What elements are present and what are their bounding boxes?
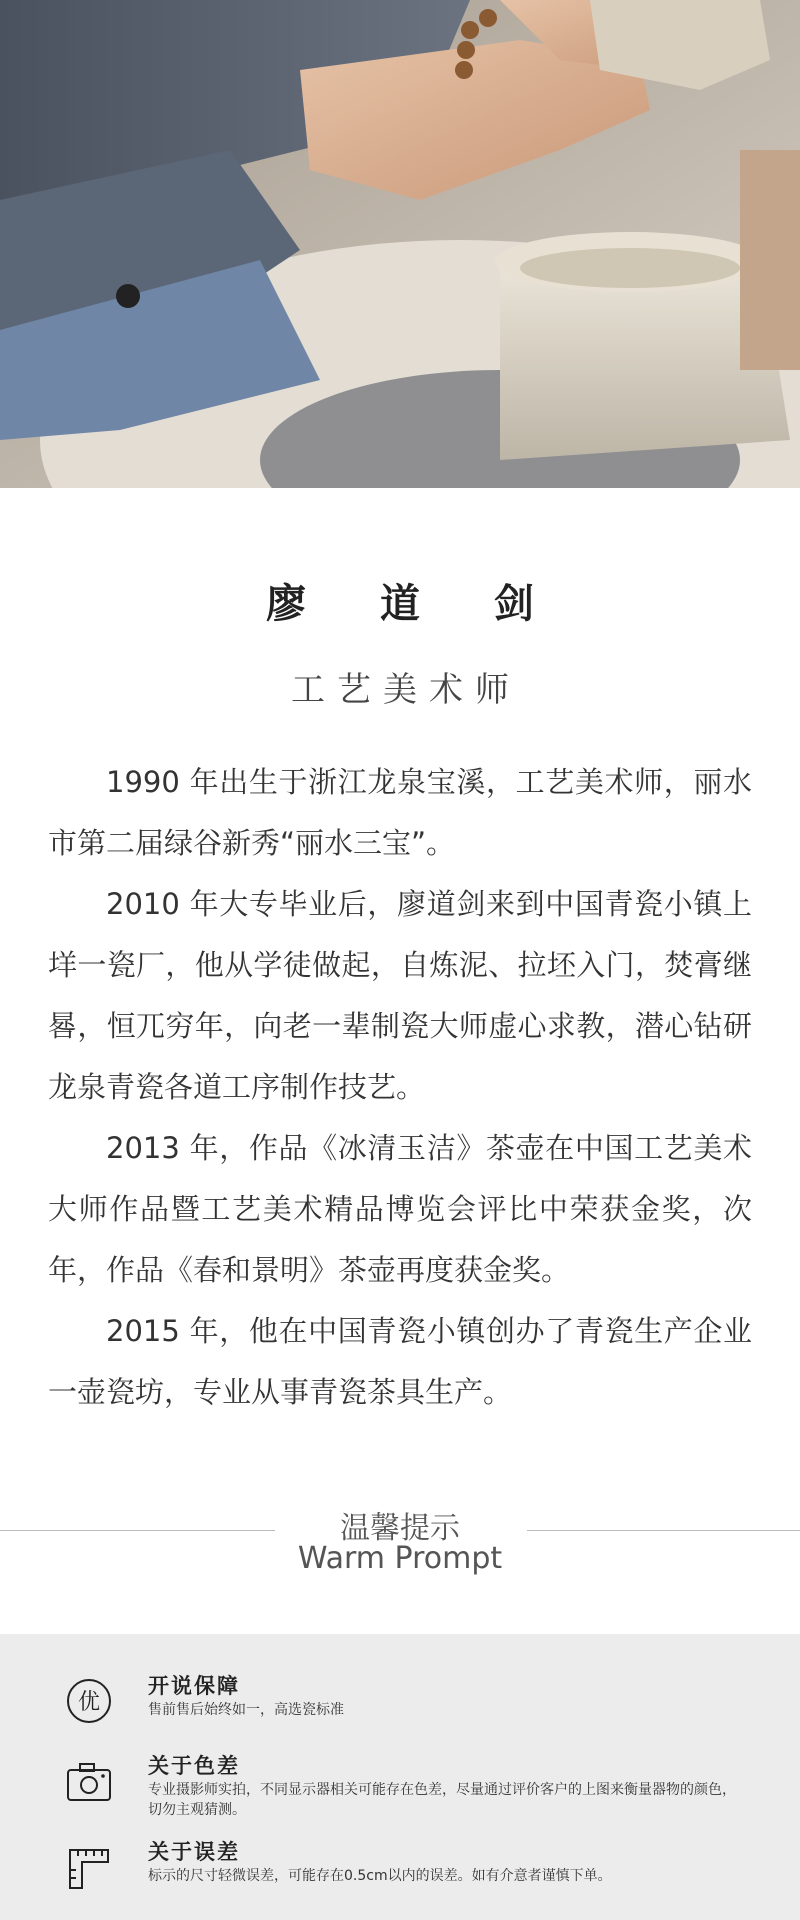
warm-prompt-heading-cn: 温馨提示 xyxy=(340,1511,460,1546)
notice-text: 专业摄影师实拍，不同显示器相关可能存在色差，尽量通过评价客户的上图来衡量器物的颜色，切勿主观猜测。 xyxy=(148,1782,736,1818)
warm-prompt-heading-en: Warm Prompt xyxy=(297,1541,503,1576)
artist-name: 廖 道 剑 xyxy=(266,581,564,627)
camera-icon xyxy=(64,1758,114,1808)
artist-title: 工艺美术师 xyxy=(291,670,521,710)
quality-badge-icon xyxy=(64,1676,114,1726)
notice-text: 标示的尺寸轻微误差，可能存在0.5cm以内的误差。如有介意者谨慎下单。 xyxy=(148,1868,612,1884)
bio-paragraph: 2010 年大专毕业后，廖道剑来到中国青瓷小镇上垟一瓷厂，他从学徒做起，自炼泥、拉坯入门，焚膏继晷，恒兀穷年，向老一辈制瓷大师虚心求教，潜心钻研龙泉青瓷各道工序制作技艺。 xyxy=(48,887,752,1104)
hero-illustration xyxy=(0,0,800,488)
bio-paragraph: 2013 年，作品《冰清玉洁》茶壶在中国工艺美术大师作品暨工艺美术精品博览会评比中荣获金奖，次年，作品《春和景明》茶壶再度获金奖。 xyxy=(48,1131,752,1287)
notice-panel xyxy=(0,1634,800,1920)
biography xyxy=(48,752,752,1423)
quality-badge-char: 优 xyxy=(77,1690,101,1715)
ruler-icon xyxy=(64,1844,114,1894)
notice-text: 售前售后始终如一，高选瓷标准 xyxy=(148,1702,344,1718)
notice-heading: 开说保障 xyxy=(148,1673,240,1698)
bio-paragraph: 1990 年出生于浙江龙泉宝溪，工艺美术师，丽水市第二届绿谷新秀“丽水三宝”。 xyxy=(48,765,752,860)
hero-photo xyxy=(0,0,800,488)
notice-heading: 关于误差 xyxy=(148,1839,240,1864)
notice-heading: 关于色差 xyxy=(148,1753,240,1778)
bio-paragraph: 2015 年，他在中国青瓷小镇创办了青瓷生产企业一壶瓷坊，专业从事青瓷茶具生产。 xyxy=(48,1314,752,1409)
